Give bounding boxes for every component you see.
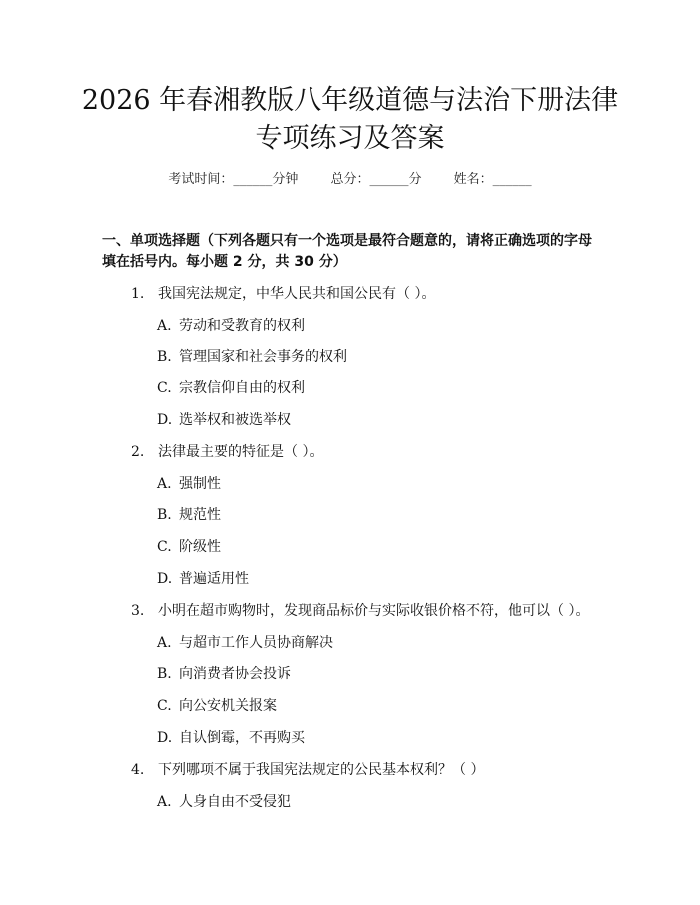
question-text: 下列哪项不属于我国宪法规定的公民基本权利？（ ） [158,762,485,778]
question-1-option-d [157,409,291,429]
question-2-option-d [157,568,249,588]
question-number: 2. [131,444,145,460]
option-letter: A. [157,318,172,334]
option-text: 管理国家和社会事务的权利 [179,349,347,365]
exam-name-field: 姓名：______ [453,172,532,187]
question-1 [131,283,435,303]
exam-score-field: 总分：______分 [330,172,422,187]
option-letter: B. [157,666,172,682]
option-text: 自认倒霉，不再购买 [179,730,305,746]
option-letter: A. [157,635,172,651]
question-number: 4. [131,762,145,778]
option-text: 向消费者协会投诉 [179,666,291,682]
option-letter: B. [157,349,172,365]
option-text: 与超市工作人员协商解决 [179,635,333,651]
question-number: 3. [131,603,145,619]
option-letter: D. [157,571,173,587]
question-text: 法律最主要的特征是（ ）。 [158,444,324,460]
option-text: 阶级性 [179,539,221,555]
question-2-option-a [157,473,221,493]
question-text: 我国宪法规定，中华人民共和国公民有（ ）。 [158,286,436,302]
option-letter: C. [157,380,172,396]
question-4 [131,759,484,779]
option-letter: B. [157,507,172,523]
exam-time-field: 考试时间：______分钟 [168,172,299,187]
question-number: 1. [131,286,145,302]
option-text: 规范性 [179,507,221,523]
question-4-option-a [157,791,291,811]
option-letter: A. [157,794,172,810]
option-text: 普遍适用性 [179,571,249,587]
option-text: 人身自由不受侵犯 [179,794,291,810]
question-3-option-b [157,663,291,683]
option-letter: D. [157,412,173,428]
document-title-line-2: 专项练习及答案 [255,123,445,154]
option-text: 向公安机关报案 [179,698,277,714]
option-letter: D. [157,730,173,746]
question-2 [131,441,323,461]
exam-meta [0,168,700,187]
option-text: 强制性 [179,476,221,492]
option-letter: A. [157,476,172,492]
option-text: 劳动和受教育的权利 [179,318,305,334]
question-3-option-a [157,632,333,652]
question-3-option-d [157,727,305,747]
option-letter: C. [157,698,172,714]
section-heading-line-2: 填在括号内。每小题 2 分，共 30 分） [102,254,347,270]
question-1-option-a [157,315,305,335]
question-1-option-b [157,346,347,366]
option-text: 选举权和被选举权 [179,412,291,428]
question-text: 小明在超市购物时，发现商品标价与实际收银价格不符，他可以（ ）。 [158,603,590,619]
section-heading-line-1: 一、单项选择题（下列各题只有一个选项是最符合题意的，请将正确选项的字母 [102,233,592,249]
option-text: 宗教信仰自由的权利 [179,380,305,396]
document-title-line-1: 2026 年春湘教版八年级道德与法治下册法律 [81,85,619,116]
question-2-option-b [157,504,221,524]
option-letter: C. [157,539,172,555]
question-3-option-c [157,695,277,715]
question-2-option-c [157,536,221,556]
question-3 [131,600,589,620]
question-1-option-c [157,377,305,397]
